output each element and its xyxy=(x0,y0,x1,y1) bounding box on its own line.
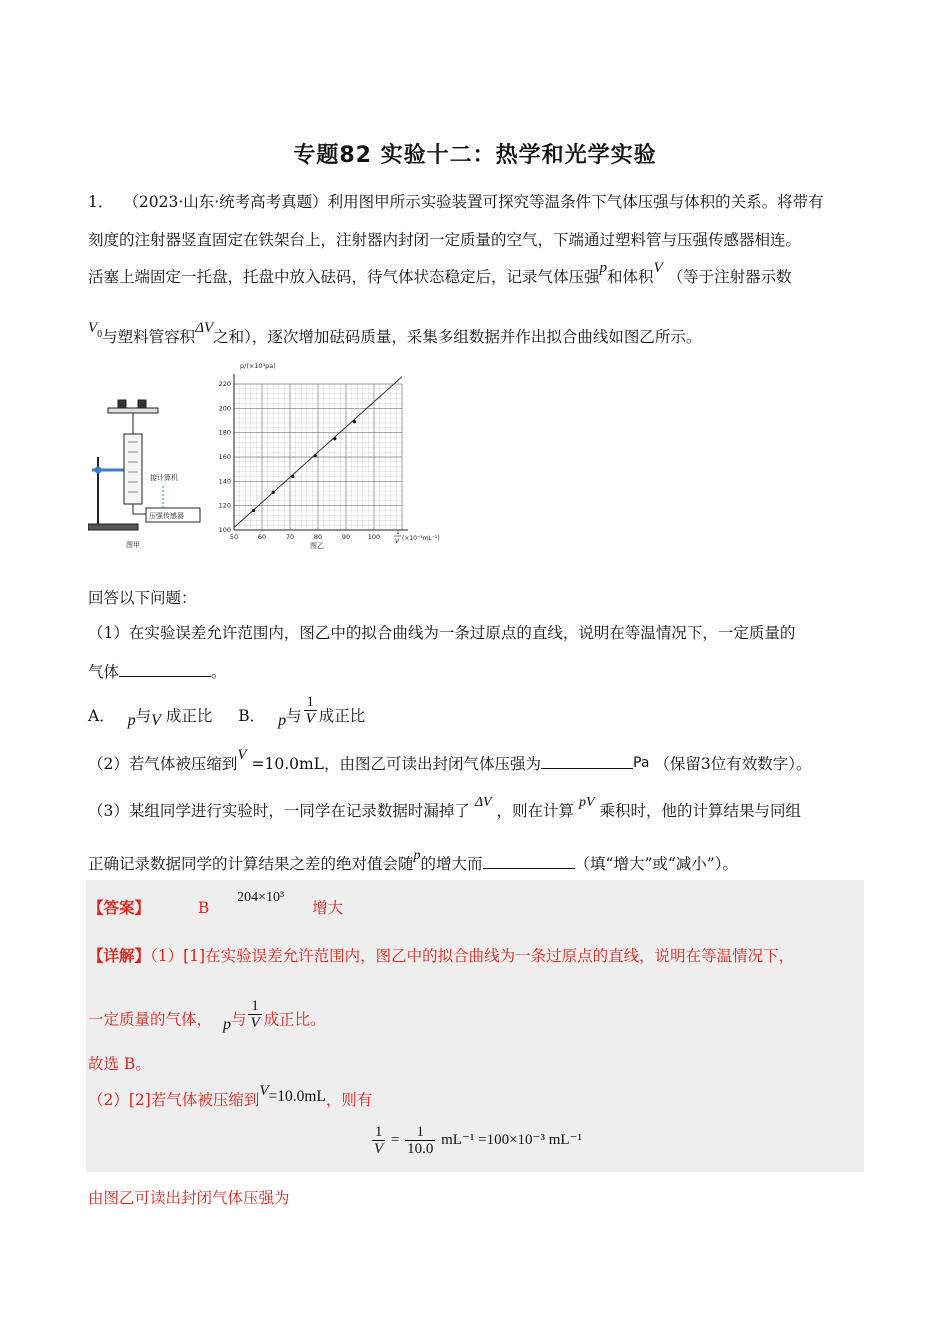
data-point xyxy=(272,491,275,494)
q3-line-2: 正确记录数据同学的计算结果之差的绝对值会随p的增大而 （填“增大”或“减小”）。 xyxy=(88,848,738,873)
q3-answer-blank[interactable] xyxy=(483,852,575,869)
prompt-line: 回答以下问题： xyxy=(88,589,197,607)
question-line-2: 刻度的注射器竖直固定在铁架台上，注射器内封闭一定质量的空气，下端通过塑料管与压强传感器相连。 xyxy=(88,231,802,249)
q1-options xyxy=(88,694,868,733)
question-line-4: $V_0$与塑料管容积ΔV之和），逐次增加砝码质量，采集多组数据并作出拟合曲线如图乙所示。 xyxy=(88,320,702,346)
x-axis-label-num: 1 xyxy=(396,529,400,536)
q1-answer-blank[interactable] xyxy=(119,660,211,677)
weight-2 xyxy=(138,400,146,408)
question-line-3: 活塞上端固定一托盘，托盘中放入砝码，待气体状态稳定后，记录气体压强p和体积V （等于注射器示数 xyxy=(88,260,792,286)
option-a[interactable]: A． p与V 成正比 xyxy=(88,706,213,729)
data-point xyxy=(333,437,336,440)
y-tick-label: 140 xyxy=(218,477,231,486)
answer-label: 【答案】 xyxy=(88,898,151,917)
page-title: 专题82 实验十二：热学和光学实验 xyxy=(293,143,657,168)
x-tick-label: 60 xyxy=(257,533,267,541)
y-tick-label: 120 xyxy=(218,501,231,510)
answer-1: B xyxy=(197,899,210,917)
q1-line-2: 气体 。 xyxy=(88,660,868,683)
x-tick-label: 100 xyxy=(367,533,381,541)
option-b[interactable]: B． p与 $\frac{1}{V}$ 成正比 xyxy=(238,694,366,729)
data-point xyxy=(252,509,255,512)
stand-base xyxy=(88,524,138,530)
x-axis-label-den: V xyxy=(395,538,400,545)
y-tick-label: 200 xyxy=(218,404,231,413)
clamp-knob xyxy=(95,467,101,473)
y-axis-label: p/(×10³pa) xyxy=(240,362,276,370)
x-tick-label: 90 xyxy=(341,533,351,541)
detail-label: 【详解】 xyxy=(88,946,151,965)
right-caption: 图乙 xyxy=(310,542,324,550)
question-number: 1． xyxy=(88,193,114,211)
answer-line xyxy=(88,890,868,921)
syringe-barrel xyxy=(124,434,142,504)
detail-line-3: 故选 B。 xyxy=(88,1055,151,1073)
sensor-label: 压强传感器 xyxy=(149,512,184,520)
detail-line-1: 【详解】（1）[1]在实验误差允许范围内，图乙中的拟合曲线为一条过原点的直线，说明在等温情况下， xyxy=(88,946,795,965)
q1-line-1: （1）在实验误差允许范围内，图乙中的拟合曲线为一条过原点的直线，说明在等温情况下，一定质量的 xyxy=(88,624,796,642)
apparatus-drawing xyxy=(88,400,200,530)
equation-line: $\frac{1}{V}$ = $\frac{1}{10.0}$ mL⁻¹ =100×10⁻³ mL⁻¹ xyxy=(374,1124,582,1157)
detail-line-2: 一定质量的气体， p与 $\frac{1}{V}$ 成正比。 xyxy=(88,998,326,1033)
data-point xyxy=(353,420,356,423)
tray xyxy=(108,408,158,413)
y-tick-label: 220 xyxy=(218,380,231,388)
data-point xyxy=(291,475,294,478)
q3-line-1: （3）某组同学进行实验时，一同学在记录数据时漏掉了 ΔV ，则在计算 pV 乘积时，他的计算结果与同组 xyxy=(88,795,801,820)
left-caption: 图甲 xyxy=(126,541,140,549)
plastic-tube xyxy=(133,504,146,514)
answer-3: 增大 xyxy=(312,899,344,917)
x-tick-label: 80 xyxy=(313,533,323,541)
q2-line: （2）若气体被压缩到V =10.0mL，由图乙可读出封闭气体压强为 Pa （保留3位有效数字）。 xyxy=(88,747,812,773)
computer-label: 接计算机 xyxy=(150,474,178,482)
figure-apparatus-and-graph xyxy=(88,362,458,562)
x-tick-label: 50 xyxy=(229,533,239,541)
x-axis-label-unit: (×10⁻³mL⁻¹) xyxy=(402,535,440,542)
detail-line-5: 由图乙可读出封闭气体压强为 xyxy=(88,1189,290,1207)
question-line-1: 1． （2023·山东·统考高考真题）利用图甲所示实验装置可探究等温条件下气体压强与体积的关系。将带有 xyxy=(88,193,824,211)
answer-2: 204×10³ xyxy=(237,890,285,905)
y-tick-label: 160 xyxy=(218,453,231,461)
weight-1 xyxy=(118,400,126,408)
pv-graph xyxy=(219,374,408,541)
y-tick-label: 180 xyxy=(218,428,231,437)
q2-answer-blank[interactable] xyxy=(541,752,633,769)
x-tick-label: 70 xyxy=(285,533,295,541)
figure-svg xyxy=(88,362,458,562)
detail-line-4: （2）[2]若气体被压缩到V=10.0mL，则有 xyxy=(88,1083,373,1109)
data-point xyxy=(314,454,317,457)
y-tick-label: 100 xyxy=(218,526,231,534)
